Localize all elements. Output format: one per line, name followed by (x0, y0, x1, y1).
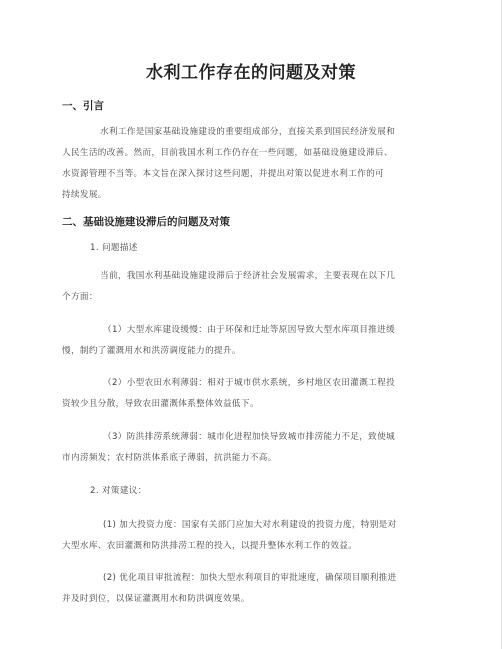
section-heading-infrastructure: 二、基础设施建设滞后的问题及对策 (62, 216, 230, 228)
problem-item-1-cont: 慢，制约了灌溉用水和洪涝调度能力的提升。 (62, 346, 241, 356)
suggestion-item-2: (2) 优化项目审批流程：加快大型水利项目的审批速度，确保项目顺利推进 (103, 573, 397, 583)
paragraph-line: 水资源管理不当等。本文旨在深入探讨这些问题，并提出对策以促进水利工作的可 (62, 169, 384, 179)
section-heading-intro: 一、引言 (62, 100, 104, 112)
problem-item-2: （2）小型农田水利薄弱：相对于城市供水系统，乡村地区农田灌溉工程投 (103, 378, 396, 388)
problem-item-1: （1）大型水库建设缓慢：由于环保和迁址等原因导致大型水库项目推进缓 (103, 325, 396, 335)
paragraph-line: 人民生活的改善。然而，目前我国水利工作仍存在一些问题，如基础设施建设滞后、 (62, 148, 393, 158)
subheading-problem: 1. 问题描述 (90, 243, 138, 253)
problem-item-3: （3）防洪排涝系统薄弱：城市化进程加快导致城市排涝能力不足，致使城 (103, 432, 396, 442)
subheading-suggestions: 2. 对策建议： (90, 486, 147, 496)
paragraph-line: 水利工作是国家基础设施建设的重要组成部分，直接关系到国民经济发展和 (100, 127, 396, 137)
suggestion-item-2-cont: 并及时到位，以保证灌溉用水和防洪调度效果。 (62, 594, 250, 604)
paragraph-line: 持续发展。 (62, 190, 107, 200)
paragraph-line: 个方面： (62, 292, 98, 302)
document-title: 水利工作存在的问题及对策 (146, 63, 356, 83)
problem-item-3-cont: 市内涝频发；农村防洪体系底子薄弱，抗洪能力不高。 (62, 453, 277, 463)
paragraph-line: 当前，我国水利基础设施建设滞后于经济社会发展需求，主要表现在以下几 (100, 271, 396, 281)
suggestion-item-1-cont: 大型水库、农田灌溉和防洪排涝工程的投入，以提升整体水利工作的效益。 (62, 541, 358, 551)
suggestion-item-1: (1) 加大投资力度：国家有关部门应加大对水利建设的投资力度，特别是对 (103, 520, 397, 530)
problem-item-2-cont: 资较少且分散，导致农田灌溉体系整体效益低下。 (62, 399, 259, 409)
